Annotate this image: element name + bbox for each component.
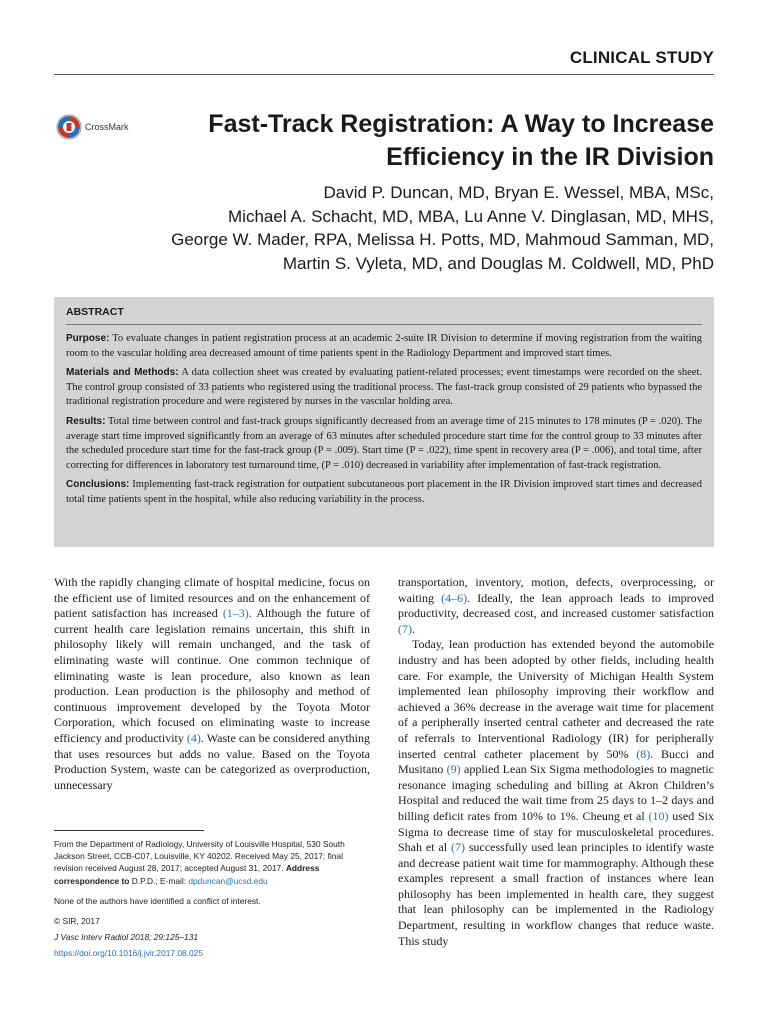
section-label: CLINICAL STUDY [569, 48, 714, 67]
correspondence-label: Address correspondence to [54, 863, 320, 886]
copyright-note: © SIR, 2017 [54, 916, 100, 927]
citation-link[interactable]: (7) [398, 621, 412, 636]
body-paragraph [54, 575, 370, 793]
body-column-left [54, 575, 370, 793]
body-text: . Bucci and Musitano [398, 746, 714, 777]
abstract-methods-label: Materials and Methods: [66, 367, 179, 379]
body-text: . [412, 621, 415, 636]
body-column-right [398, 575, 714, 949]
affiliation-note [54, 838, 370, 887]
body-paragraph [398, 575, 714, 637]
crossmark-label: CrossMark [85, 122, 129, 132]
body-text: . Waste can be considered anything that uses resources but adds no value. Based on the Toyota Production System, waste can be categorized as overproduction, unnecessary [54, 730, 370, 792]
citation-link[interactable]: (10) [648, 808, 669, 823]
citation-link[interactable]: (1–3) [222, 606, 249, 621]
crossmark-icon [56, 114, 82, 140]
abstract-conclusions [66, 478, 702, 507]
body-paragraph [398, 637, 714, 949]
author-line: Michael A. Schacht, MD, MBA, Lu Anne V. Dinglasan, MD, MHS, [228, 206, 714, 226]
author-line: Martin S. Vyleta, MD, and Douglas M. Coldwell, MD, PhD [282, 253, 714, 273]
body-text: . Ideally, the lean approach leads to improved productivity, decreased cost, and increased customer satisfaction [398, 590, 714, 621]
footnote-rule [54, 830, 204, 831]
citation-link[interactable]: (4–6) [441, 590, 468, 605]
correspondence-text: D.P.D.; E-mail: [131, 875, 187, 886]
affiliation-text: From the Department of Radiology, University of Louisville Hospital, 530 South Jackson Street, CCB-C07, Louisville, KY 40202. Received May 25, 2017; final revision received August 28, 2017; accepted August 31, 2017. [54, 839, 345, 874]
abstract-results [66, 415, 702, 473]
abstract-methods-text: A data collection sheet was created by evaluating patient-related processes; event timestamps were recorded on the sheet. The control group consisted of 33 patients who registered using the traditional process. The fast-track group consisted of 29 patients who bypassed the traditional registration procedure and were registered by nurses in the vascular holding area. [66, 367, 702, 408]
citation-link[interactable]: (9) [446, 762, 461, 777]
abstract-purpose-text: To evaluate changes in patient registration process at an academic 2-suite IR Division to determine if moving registration from the waiting room to the vascular holding area decreased amount of time patients spent in the Radiology Department and improved start times. [66, 333, 703, 359]
body-text: successfully used lean principles to identify waste and decrease patient wait time for mammography. Although these examples represent a small fraction of instances where lean philosophy has been implemented in health care, they suggest that lean philosophy can be implemented in the Radiology Department, resulting in workflow changes that reduce waste. This study [398, 840, 715, 948]
doi-link[interactable]: https://doi.org/10.1016/j.jvir.2017.08.025 [54, 948, 203, 959]
body-text: transportation, inventory, motion, defects, overprocessing, or waiting [398, 575, 714, 605]
author-line: David P. Duncan, MD, Bryan E. Wessel, MBA, MSc, [323, 183, 714, 202]
article-title: Fast-Track Registration: A Way to Increase Efficiency in the IR Division [208, 110, 714, 171]
body-text: . Although the future of current health care legislation remains uncertain, this shift in philosophy likely will remain unchanged, and the task of eliminating waste will continue. One common technique of eliminating waste is lean procedure, also known as lean production. Lean production is the philosophy and method of continuous improvement developed by the Toyota Motor Corporation, which focused on eliminating waste to increase efficiency and productivity [54, 606, 370, 745]
abstract-results-label: Results: [66, 415, 106, 427]
abstract-purpose-label: Purpose: [66, 333, 110, 344]
abstract-results-text: Total time between control and fast-track groups significantly decreased from an average time of 215 minutes to 178 minutes (P = .020). The average start time improved significantly from an average of 63 minutes after scheduled procedure start time for the control group to 33 minutes after the scheduled procedure start time for the fast-track group (P = .009). Start time (P = .022), time spent in recovery area (P = .006), and total time, after correcting for differences in laboratory test turnaround time, (P = .010) decreased in variability after implementation of fast-track registration. [66, 415, 703, 471]
body-text: With the rapidly changing climate of hospital medicine, focus on the efficient use of limited resources and on the enhancement of patient satisfaction has increased [54, 575, 370, 621]
body-text: applied Lean Six Sigma methodologies to magnetic resonance imaging scheduling and billing at Akron Children’s Hospital and reduced the wait time from 25 days to 1–2 days and billing deficit rates from 10% to 1%. Cheung et al [398, 762, 714, 823]
body-text: Today, lean production has extended beyond the automobile industry and has been adopted by other fields, including health care. For example, the University of Michigan Health System implemented lean philosophy improving their workflow and achieved a 36% decrease in the average wait time for placement of a peripherally inserted central catheter and decreased the rate of referrals to Interventional Radiology (IR) for peripherally inserted central catheter placement by 50% [398, 637, 714, 761]
abstract-conclusions-label: Conclusions: [66, 479, 130, 491]
citation-link[interactable]: (8) [636, 746, 651, 761]
abstract-heading: ABSTRACT [66, 306, 702, 325]
body-text: used Six Sigma to decrease time of stay for musculoskeletal procedures. Shah et al [398, 808, 714, 855]
abstract-purpose [66, 332, 702, 361]
abstract-conclusions-text: Implementing fast-track registration for outpatient subcutaneous port placement in the IR Division improved start times and decreased total time patients spent in the hospital, while also reducing variability in the process. [66, 479, 702, 505]
crossmark-badge[interactable] [56, 114, 129, 140]
citation-link[interactable]: (4) [186, 730, 201, 745]
footnotes [54, 838, 370, 960]
conflict-note: None of the authors have identified a conflict of interest. [54, 895, 261, 906]
abstract-box [54, 297, 714, 547]
abstract-methods [66, 366, 702, 410]
author-line: George W. Mader, RPA, Melissa H. Potts, MD, Mahmoud Samman, MD, [171, 230, 714, 249]
email-link[interactable]: dpduncan@ucsd.edu [188, 875, 268, 886]
citation-link[interactable]: (7) [450, 840, 465, 855]
journal-citation: J Vasc Interv Radiol 2018; 29:125–131 [54, 932, 199, 943]
author-list [34, 181, 714, 275]
header-rule [54, 74, 714, 75]
